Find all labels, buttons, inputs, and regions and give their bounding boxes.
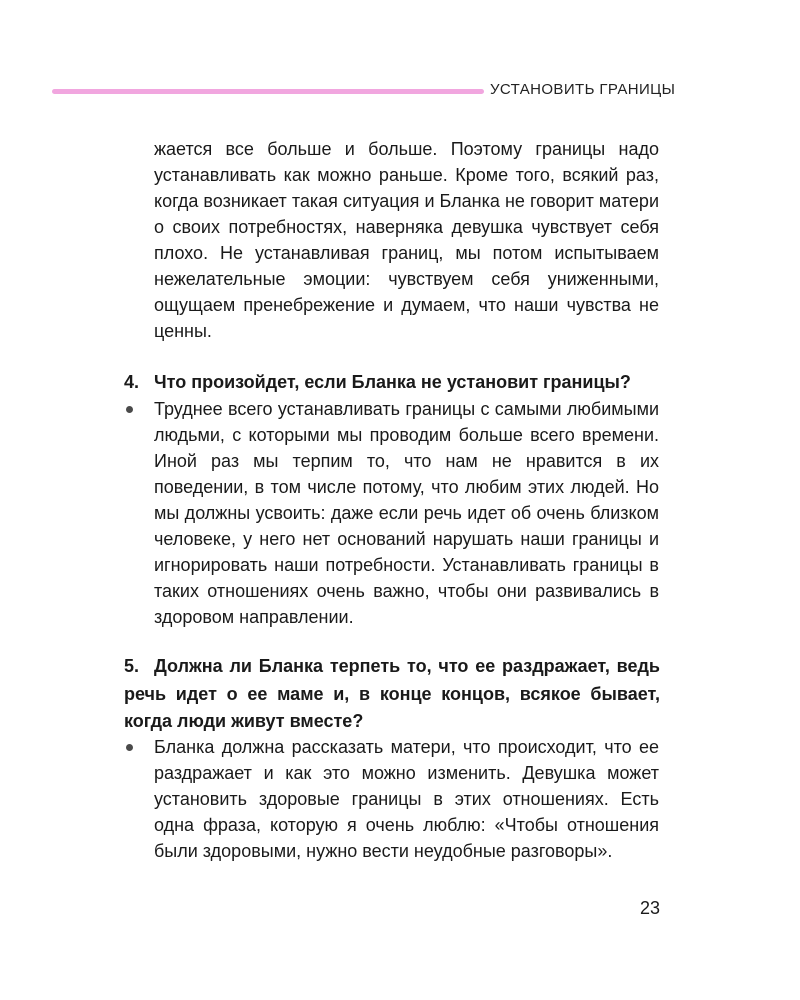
question-text: Что произойдет, если Бланка не установит границы? xyxy=(154,372,631,392)
answer-4: Труднее всего устанавливать границы с самыми любимыми людьми, с которыми мы проводим больше всего времени. Иной раз мы терпим то, что нам не нравится в их поведении, в том числе потому, что любим этих людей. Но мы должны усвоить: даже если речь идет об очень близком человеке, у него нет оснований нарушать наши границы и игнорировать наши потребности. Устанавливать границы в таких отношениях очень важно, чтобы они развивались в здоровом направлении. xyxy=(154,399,659,627)
question-number: 4. xyxy=(124,372,140,392)
bullet-icon xyxy=(126,406,133,413)
question-5 xyxy=(124,653,660,736)
header-accent-line xyxy=(52,89,484,94)
question-number: 5. xyxy=(124,656,140,676)
bullet-icon xyxy=(126,744,133,751)
intro-paragraph: жается все больше и больше. Поэтому границы надо устанавливать как можно раньше. Кроме того, всякий раз, когда возникает такая ситуация и Бланка не говорит матери о своих потребностях, наверняка девушка чувствует себя плохо. Не устанавливая границ, мы потом испытываем нежелательные эмоции: чувствуем себя униженными, ощущаем пренебрежение и думаем, что наши чувства не ценны. xyxy=(154,139,659,341)
question-text: Должна ли Бланка терпеть то, что ее раздражает, ведь речь идет о ее маме и, в конце концов, всякое бывает, когда люди живут вместе? xyxy=(124,656,660,731)
question-4 xyxy=(124,369,660,397)
answer-5: Бланка должна рассказать матери, что происходит, что ее раздражает и как это можно изменить. Девушка может установить здоровые границы в этих отношениях. Есть одна фраза, которую я очень люблю: «Чтобы отношения были здоровыми, нужно вести неудобные разговоры». xyxy=(154,737,659,861)
running-header: УСТАНОВИТЬ ГРАНИЦЫ xyxy=(490,81,676,98)
page-number: 23 xyxy=(639,898,660,918)
